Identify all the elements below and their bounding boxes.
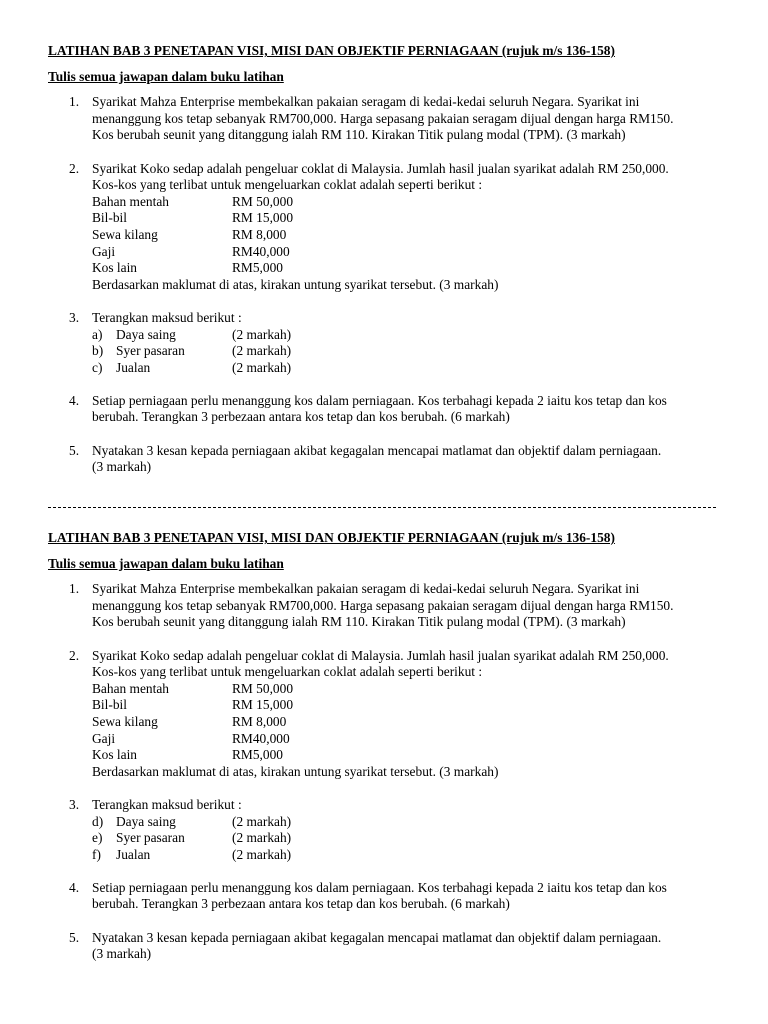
question-line: Terangkan maksud berikut : <box>92 796 242 812</box>
cost-row <box>92 681 728 698</box>
question-body <box>92 443 728 476</box>
sub-question-marks: (2 markah) <box>232 830 292 846</box>
cost-row <box>92 260 728 277</box>
instruction-text: Tulis semua jawapan dalam buku latihan <box>48 555 284 571</box>
cost-value: RM5,000 <box>232 747 283 763</box>
question-body <box>92 581 728 631</box>
question-item <box>48 94 728 144</box>
question-number: 1. <box>69 94 80 110</box>
question-line: berubah. Terangkan 3 perbezaan antara kos tetap dan kos berubah. (6 markah) <box>92 409 510 425</box>
sub-question-letter: f) <box>92 846 101 862</box>
cost-row <box>92 194 728 211</box>
question-item <box>48 648 728 781</box>
question-item <box>48 393 728 426</box>
cost-value: RM 15,000 <box>232 697 294 713</box>
question-item <box>48 443 728 476</box>
cost-value: RM 50,000 <box>232 680 294 696</box>
cost-row <box>92 244 728 261</box>
sub-question-letter: c) <box>92 359 103 375</box>
sub-question-letter: d) <box>92 813 104 829</box>
sub-question <box>92 360 728 377</box>
question-line: menanggung kos tetap sebanyak RM700,000. Harga sepasang pakaian seragam dijual dengan harga RM150. <box>92 597 674 613</box>
question-number: 1. <box>69 581 80 597</box>
question-number: 2. <box>69 160 80 176</box>
cost-value: RM40,000 <box>232 730 290 746</box>
cost-label: Bil-bil <box>92 210 127 226</box>
cost-label: Bahan mentah <box>92 193 169 209</box>
question-number: 5. <box>69 929 80 945</box>
cost-row <box>92 731 728 748</box>
cost-row <box>92 227 728 244</box>
sub-question-label: Syer pasaran <box>116 343 185 359</box>
question-body <box>92 393 728 426</box>
cost-value: RM40,000 <box>232 243 290 259</box>
cost-label: Gaji <box>92 243 116 259</box>
question-list <box>48 581 728 963</box>
cost-value: RM 50,000 <box>232 193 294 209</box>
cost-row <box>92 697 728 714</box>
question-line: Berdasarkan maklumat di atas, kirakan untung syarikat tersebut. (3 markah) <box>92 276 499 292</box>
question-body <box>92 930 728 963</box>
sub-question-marks: (2 markah) <box>232 813 292 829</box>
worksheet-section-2 <box>48 530 728 979</box>
question-line: berubah. Terangkan 3 perbezaan antara kos tetap dan kos berubah. (6 markah) <box>92 896 510 912</box>
cost-label: Sewa kilang <box>92 226 158 242</box>
question-number: 3. <box>69 796 80 812</box>
question-item <box>48 310 728 376</box>
worksheet-section-1 <box>48 43 728 492</box>
question-body <box>92 648 728 781</box>
question-line: Kos-kos yang terlibat untuk mengeluarkan coklat adalah seperti berikut : <box>92 664 483 680</box>
cost-row <box>92 714 728 731</box>
question-number: 5. <box>69 442 80 458</box>
cost-row <box>92 210 728 227</box>
question-line: Syarikat Mahza Enterprise membekalkan pakaian seragam di kedai-kedai seluruh Negara. Syarikat ini <box>92 94 640 110</box>
worksheet-title: LATIHAN BAB 3 PENETAPAN VISI, MISI DAN OBJEKTIF PERNIAGAAN (rujuk m/s 136-158) <box>48 43 615 58</box>
sub-question-label: Jualan <box>116 846 151 862</box>
question-body <box>92 94 728 144</box>
question-line: menanggung kos tetap sebanyak RM700,000. Harga sepasang pakaian seragam dijual dengan harga RM150. <box>92 110 674 126</box>
question-line: Kos-kos yang terlibat untuk mengeluarkan coklat adalah seperti berikut : <box>92 177 483 193</box>
question-line: Syarikat Koko sedap adalah pengeluar coklat di Malaysia. Jumlah hasil jualan syarikat adalah RM 250,000. <box>92 160 669 176</box>
question-line: Kos berubah seunit yang ditanggung ialah RM 110. Kirakan Titik pulang modal (TPM). (3 markah) <box>92 614 626 630</box>
sub-question-letter: b) <box>92 343 104 359</box>
question-body <box>92 797 728 863</box>
question-item <box>48 930 728 963</box>
cost-label: Sewa kilang <box>92 713 158 729</box>
sub-question-marks: (2 markah) <box>232 846 292 862</box>
question-number: 4. <box>69 392 80 408</box>
question-body <box>92 161 728 294</box>
question-line: Nyatakan 3 kesan kepada perniagaan akibat kegagalan mencapai matlamat dan objektif dalam perniagaan. <box>92 442 662 458</box>
question-number: 2. <box>69 647 80 663</box>
sub-question-letter: e) <box>92 830 103 846</box>
sub-question-marks: (2 markah) <box>232 359 292 375</box>
question-line: Nyatakan 3 kesan kepada perniagaan akibat kegagalan mencapai matlamat dan objektif dalam perniagaan. <box>92 929 662 945</box>
worksheet-title: LATIHAN BAB 3 PENETAPAN VISI, MISI DAN OBJEKTIF PERNIAGAAN (rujuk m/s 136-158) <box>48 530 615 545</box>
cost-value: RM 8,000 <box>232 713 287 729</box>
question-number: 4. <box>69 879 80 895</box>
question-item <box>48 581 728 631</box>
cost-label: Kos lain <box>92 260 138 276</box>
sub-question-marks: (2 markah) <box>232 343 292 359</box>
dashed-divider <box>48 507 716 508</box>
question-line: Berdasarkan maklumat di atas, kirakan untung syarikat tersebut. (3 markah) <box>92 763 499 779</box>
question-item <box>48 797 728 863</box>
question-line: Syarikat Koko sedap adalah pengeluar coklat di Malaysia. Jumlah hasil jualan syarikat adalah RM 250,000. <box>92 647 669 663</box>
question-line: Syarikat Mahza Enterprise membekalkan pakaian seragam di kedai-kedai seluruh Negara. Syarikat ini <box>92 581 640 597</box>
sub-question <box>92 327 728 344</box>
cost-label: Bil-bil <box>92 697 127 713</box>
cost-label: Gaji <box>92 730 116 746</box>
cost-value: RM5,000 <box>232 260 283 276</box>
question-list <box>48 94 728 476</box>
cost-row <box>92 747 728 764</box>
sub-question <box>92 847 728 864</box>
sub-question-label: Daya saing <box>116 326 176 342</box>
sub-question <box>92 343 728 360</box>
sub-question <box>92 830 728 847</box>
question-line: Setiap perniagaan perlu menanggung kos dalam perniagaan. Kos terbahagi kepada 2 iaitu kos tetap dan kos <box>92 392 667 408</box>
sub-question-label: Daya saing <box>116 813 176 829</box>
cost-value: RM 8,000 <box>232 226 287 242</box>
question-body <box>92 310 728 376</box>
cost-label: Kos lain <box>92 747 138 763</box>
question-line: (3 markah) <box>92 459 152 475</box>
question-item <box>48 161 728 294</box>
cost-value: RM 15,000 <box>232 210 294 226</box>
sub-question-marks: (2 markah) <box>232 326 292 342</box>
sub-question <box>92 814 728 831</box>
instruction-text: Tulis semua jawapan dalam buku latihan <box>48 68 284 84</box>
sub-question-letter: a) <box>92 326 103 342</box>
question-line: Terangkan maksud berikut : <box>92 309 242 325</box>
sub-question-label: Jualan <box>116 359 151 375</box>
question-item <box>48 880 728 913</box>
question-number: 3. <box>69 309 80 325</box>
sub-question-label: Syer pasaran <box>116 830 185 846</box>
question-line: Setiap perniagaan perlu menanggung kos dalam perniagaan. Kos terbahagi kepada 2 iaitu kos tetap dan kos <box>92 879 667 895</box>
question-body <box>92 880 728 913</box>
cost-label: Bahan mentah <box>92 680 169 696</box>
question-line: Kos berubah seunit yang ditanggung ialah RM 110. Kirakan Titik pulang modal (TPM). (3 markah) <box>92 127 626 143</box>
question-line: (3 markah) <box>92 946 152 962</box>
